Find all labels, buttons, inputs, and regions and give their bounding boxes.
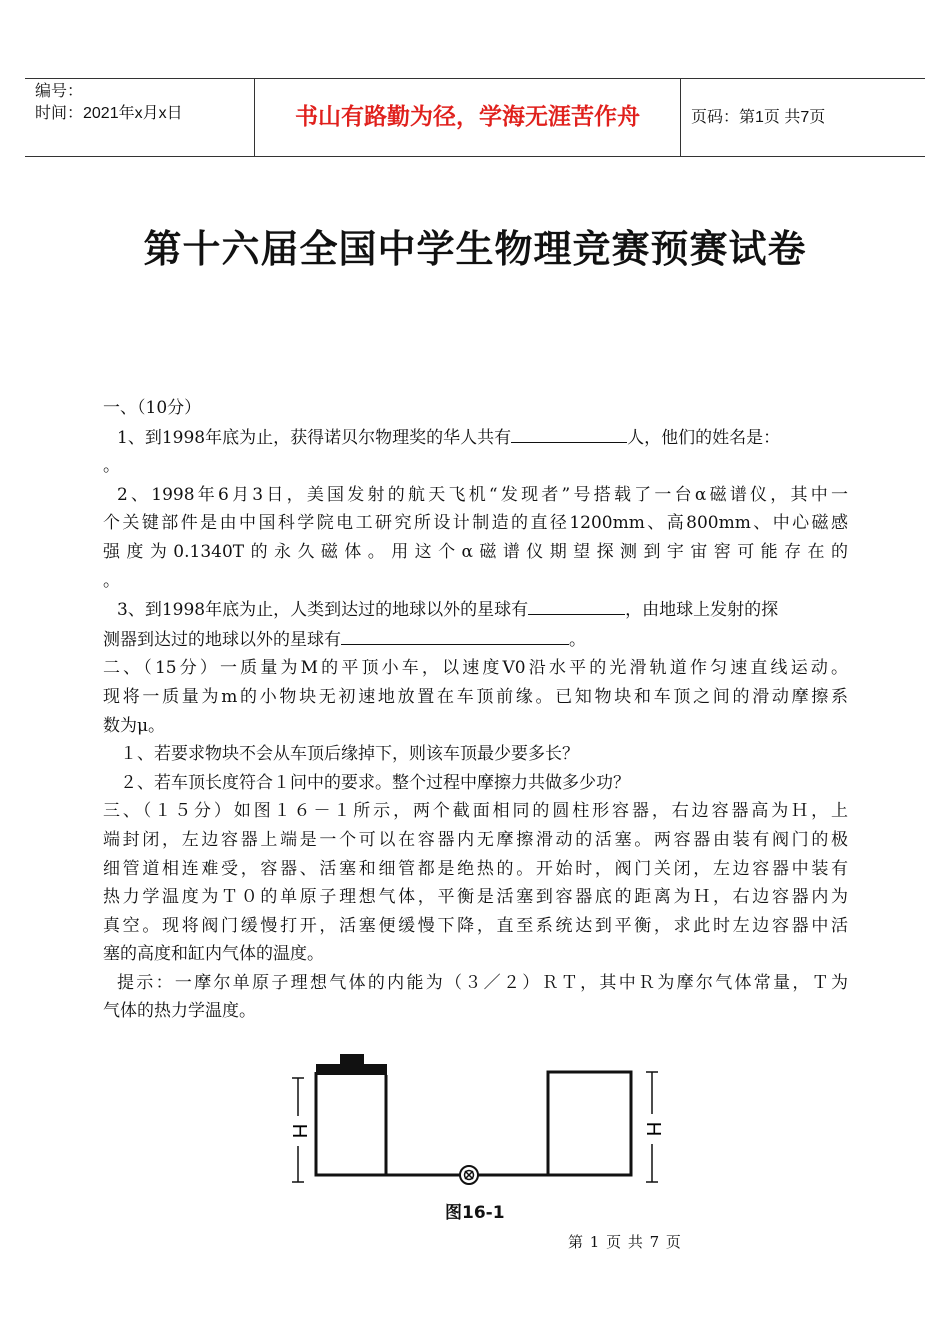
q3-end: 。	[569, 629, 586, 650]
exam-content	[103, 394, 848, 1026]
section1-q1-end: 。	[103, 456, 120, 477]
section1-q1	[103, 423, 848, 453]
section1-q3-line1	[103, 595, 848, 625]
header-divider	[680, 79, 681, 156]
section3-hint2: 气体的热力学温度。	[103, 1001, 256, 1022]
q3-text: 3、到1998年底为止，人类到达过的地球以外的星球有	[117, 600, 529, 621]
section2-q1: １、若要求物块不会从车顶后缘掉下，则该车顶最少要多长？	[120, 744, 579, 765]
section3-line3: 细管道相连难受，容器、活塞和细管都是绝热的。开始时，阀门关闭，左边容器中装有	[103, 858, 848, 879]
header-page-label: 页码：第1页 共7页	[691, 109, 826, 126]
right-height-label: H	[642, 1121, 664, 1137]
header-time-label: 时间：2021年x月x日	[35, 105, 183, 122]
page-footer: 第 1 页 共 7 页	[568, 1233, 682, 1251]
section1-heading: 一、（10分）	[103, 398, 202, 418]
section3-line6: 塞的高度和缸内气体的温度。	[103, 944, 324, 965]
q3-after: ，由地球上发射的探	[625, 600, 779, 621]
piston-handle	[340, 1054, 364, 1065]
figure-caption: 图16-1	[445, 1203, 505, 1223]
section1-q3-line2	[103, 625, 848, 655]
page-title: 第十六届全国中学生物理竞赛预赛试卷	[143, 227, 807, 271]
q1-after: 人，他们的姓名是：	[627, 427, 781, 448]
section2-q2: ２、若车顶长度符合１问中的要求。整个过程中摩擦力共做多少功？	[120, 772, 630, 793]
q1-text: 1、到1998年底为止，获得诺贝尔物理奖的华人共有	[117, 427, 512, 448]
answer-blank	[511, 423, 627, 443]
section3-line4: 热力学温度为Ｔ０的单原子理想气体，平衡是活塞到容器底的距离为Ｈ，右边容器内为	[103, 887, 848, 908]
section3-line1: 三、（１５分）如图１６－１所示，两个截面相同的圆柱形容器，右边容器高为Ｈ，上	[103, 801, 848, 822]
section1-q2-line1: 2、1998年6月3日，美国发射的航天飞机“发现者”号搭载了一台α磁谱仪，其中一	[117, 484, 848, 505]
header-motto: 书山有路勤为径，学海无涯苦作舟	[295, 104, 640, 130]
piston	[316, 1064, 387, 1075]
header-meta	[35, 81, 260, 125]
section3-line5: 真空。现将阀门缓慢打开，活塞便缓慢下降，直至系统达到平衡，求此时左边容器中活	[103, 915, 848, 936]
section2-line2: 现将一质量为m的小物块无初速地放置在车顶前缘。已知物块和车顶之间的滑动摩擦系	[103, 686, 848, 707]
q3-text-2: 测器到达过的地球以外的星球有	[103, 629, 341, 650]
answer-blank	[341, 625, 569, 645]
section2-line1: 二、（15分）一质量为M的平顶小车，以速度V0沿水平的光滑轨道作匀速直线运动。	[103, 658, 848, 679]
header-number-label: 编号：	[35, 83, 84, 100]
right-container	[548, 1072, 631, 1175]
section1-q2-end: 。	[103, 570, 120, 591]
section1-q2-line3: 强度为0.1340T的永久磁体。用这个α磁谱仪期望探测到宇宙窖可能存在的	[103, 541, 848, 562]
left-container-wall	[316, 1072, 386, 1175]
answer-blank	[528, 595, 625, 615]
section3-line2: 端封闭，左边容器上端是一个可以在容器内无摩擦滑动的活塞。两容器由装有阀门的极	[103, 829, 848, 850]
valve-icon	[460, 1166, 478, 1184]
section3-hint1: 提示：一摩尔单原子理想气体的内能为（３／２）ＲＴ，其中Ｒ为摩尔气体常量，Ｔ为	[117, 972, 848, 993]
section2-line3: 数为μ。	[103, 715, 166, 736]
page-header	[25, 78, 925, 157]
section1-q2-line2: 个关键部件是由中国科学院电工研究所设计制造的直径1200mm、高800mm、中心磁感	[103, 513, 848, 534]
left-height-label: H	[288, 1123, 310, 1139]
